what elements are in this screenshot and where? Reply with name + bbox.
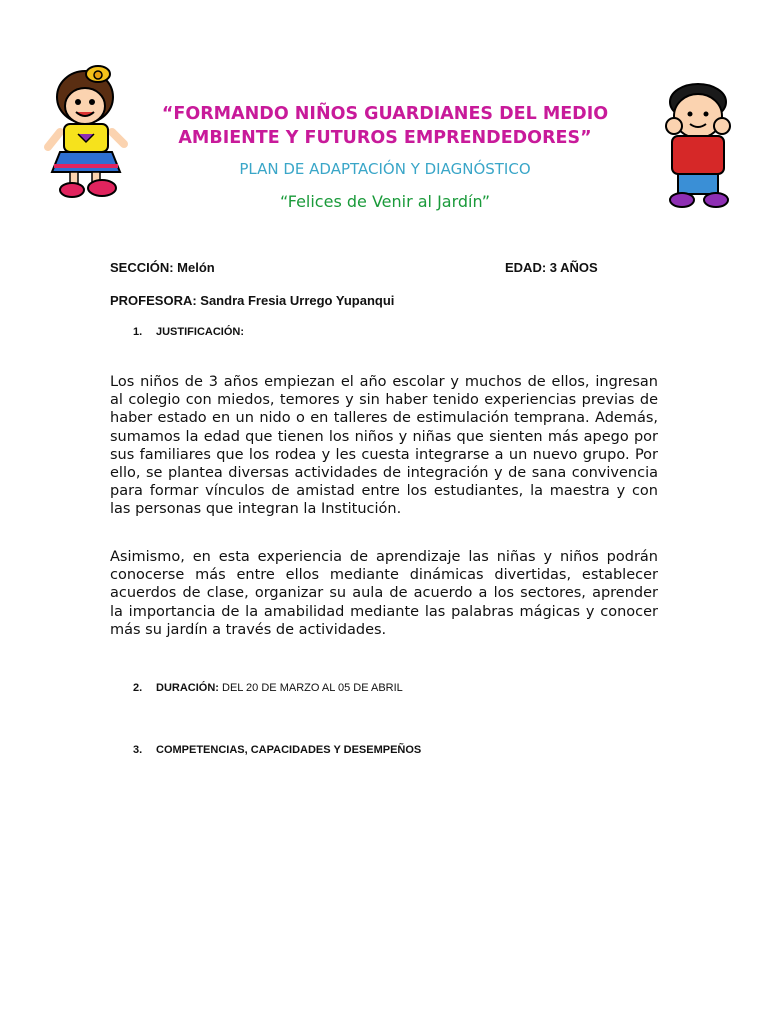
document-subtitle: PLAN DE ADAPTACIÓN Y DIAGNÓSTICO bbox=[239, 160, 531, 178]
heading-label: DURACIÓN: bbox=[156, 682, 219, 694]
teacher-field: PROFESORA: Sandra Fresia Urrego Yupanqui bbox=[110, 293, 395, 308]
document-title bbox=[120, 102, 650, 150]
duration-value: DEL 20 DE MARZO AL 05 DE ABRIL bbox=[222, 682, 403, 694]
heading-number: 3. bbox=[133, 744, 143, 756]
justification-paragraph-2: Asimismo, en esta experiencia de aprendizaje las niñas y niños podrán conocerse más entre ellos mediante dinámicas divertidas, establecer acuerdos de clase, organizar su aula de acuerdo a los sectores, aprender la importancia de la amabilidad mediante las palabras mágicas y conocer más su jardín a través de actividades. bbox=[110, 549, 658, 638]
heading-label: COMPETENCIAS, CAPACIDADES Y DESEMPEÑOS bbox=[156, 744, 422, 756]
title-line-1: “FORMANDO NIÑOS GUARDIANES DEL MEDIO bbox=[161, 104, 609, 124]
section-field: SECCIÓN: Melón bbox=[110, 260, 215, 275]
heading-duration bbox=[133, 682, 403, 694]
age-field: EDAD: 3 AÑOS bbox=[505, 260, 598, 275]
heading-number: 2. bbox=[133, 682, 143, 694]
document-slogan: “Felices de Venir al Jardín” bbox=[279, 192, 491, 211]
boy-illustration bbox=[650, 80, 750, 215]
heading-competencies bbox=[133, 744, 421, 756]
justification-paragraph-1: Los niños de 3 años empiezan el año escolar y muchos de ellos, ingresan al colegio con miedos, temores y sin haber tenido experiencias previas de haber estado en un nido o en talleres de estimulación temprana. Además, sumamos la edad que tienen los niños y niñas que sienten más apego por sus familiares que los rodea y les cuesta integrarse a un nuevo grupo. Por ello, se plantea diversas actividades de integración y de sana convivencia para formar vínculos de amistad entre los estudiantes, la maestra y con las personas que integran la Institución. bbox=[110, 374, 658, 518]
heading-label: JUSTIFICACIÓN: bbox=[156, 326, 244, 338]
heading-number: 1. bbox=[133, 326, 143, 338]
title-line-2: AMBIENTE Y FUTUROS EMPRENDEDORES” bbox=[178, 128, 592, 148]
heading-justification bbox=[133, 326, 244, 338]
